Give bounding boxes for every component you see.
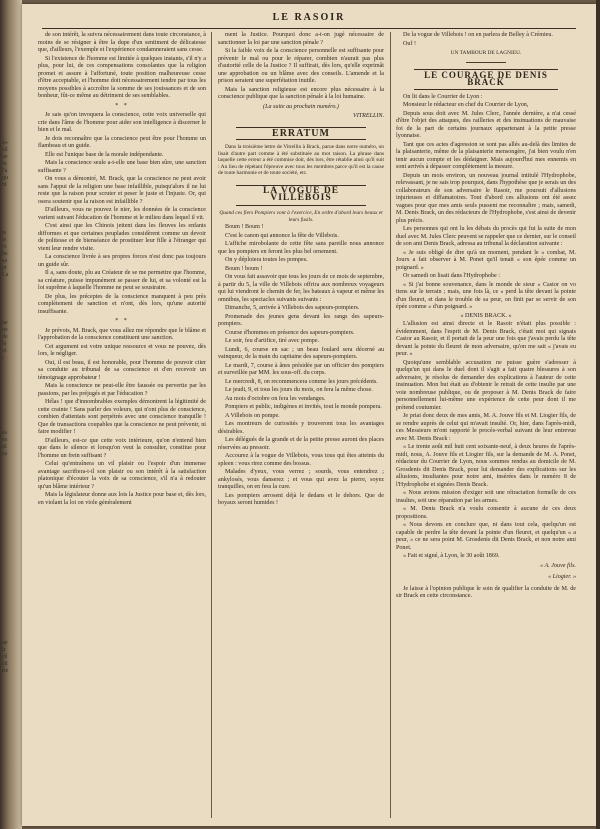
paragraph: Je dois reconnaître que la conscience peut être pour l'homme un flambeau et un guide.	[38, 135, 206, 149]
paragraph: Pompiers et public, indigènes et invités, tout le monde pompera.	[225, 404, 382, 411]
paragraph: Boum ! boum !	[225, 265, 263, 272]
quote-signature: « DENIS BRACK. »	[460, 312, 512, 319]
strip-fragment: es so ni sa	[2, 430, 8, 457]
paragraph: C'est le canon qui annonce la fête de Villebois.	[225, 232, 339, 239]
author-signature: VITRELLIN.	[353, 113, 384, 119]
continued-note: (La suite au prochain numéro.)	[263, 103, 339, 110]
paragraph: Boum ! Boum !	[225, 224, 264, 231]
paragraph: Je sais qu'on invoquera la conscience, cette voix universelle qui crie dans l'âme de l'homme pour aider son intelligence à discerner le bien et le mal.	[38, 112, 206, 133]
paragraph: Les délégués de la grande et de la petite presse auront des places réservées au pressoir.	[218, 437, 384, 451]
strip-fragment: ne ne de la vi t	[2, 320, 8, 361]
column-1	[38, 32, 206, 508]
newspaper-page	[22, 4, 596, 826]
paragraph: Au mois d'octobre on fera les vendanges.	[225, 395, 326, 402]
paragraph: L'allusion est ainsi directe et le Rasoir n'était plus possible : évidemment, dans l'esprit de M. Denis Brack, c'était moi qui signais Castor au Rasoir, et il portait de la peur une fois que j'avais perdu la tête devant la pointe du fleuret de mon adversaire, qu'on me sait « j'avais eu peur. »	[396, 321, 576, 357]
paragraph: Or samedi on lisait dans l'Hydrophobe :	[403, 273, 500, 279]
paragraph: Depuis sous doit avec M. Jules Clerc, l'année dernière, a n'ai cessé d'être l'objet des attaques, des railleries et des insinuations de mauvaise foi de la part de certains journaux appartenant à la petite presse lyonnaise.	[396, 110, 576, 139]
paragraph: Lundi, 6, course en sac ; un beau foulard sera décerné au vainqueur, de la main du capitaine des sapeurs-pompiers.	[218, 346, 384, 361]
paragraph: Depuis un mois environ, un nouveau journal intitulé l'Hydrophobe, relevassant, je ne sais trop pourquoi, dans l'hypothèse que je serais un des collaborateurs de son adversaire le Rasoir, me poursuit d'allusions injurieuses et diffamatoires. Tout d'abord ces allusions ont été assez vagues pour que mes amis seuls pussent me reconnaître ; mais, samedi, M. Denis Brack, un des rédacteurs de l'Hydrophobe, s'est ainsi de devenir plus précis.	[396, 172, 576, 224]
paragraph: Oui, il est beau, il est honorable, pour l'homme de pouvoir citer sa conduite au tribunal de sa conscience et d'en recevoir un témoignage approbateur !	[38, 359, 206, 381]
vogue-intro: Quand ces fiers Pompiers vont à l'exercice, En ordre d'abord leurs beaux et leurs fusils.	[219, 209, 383, 223]
paragraph: D'ailleurs, vous ne pouvez le nier, les données de la conscience varient suivant l'éducation de l'homme et le milieu dans lequel il vit.	[38, 207, 206, 221]
paragraph: « Si j'ai bonne souvenance, dans le monde de sieur « Castor on vo tiens sur le terrain ; mais, une fois là, ce « perd la tête devant la pointe d'un fleuret, et dans le trouble de sa peur, on finit par se servir de son épée comme « d'un poignard. »	[396, 281, 576, 310]
vogue-title: LA VOGUE DE VILLEBOIS	[236, 185, 366, 206]
paragraph: Dimanche, 5, arrivée à Villebois des sapeurs-pompiers.	[225, 305, 360, 312]
paragraph: Les montreurs de curiosités y trouveront tous les avantages désirables.	[218, 421, 384, 435]
paragraph: Course d'hommes en présence des sapeurs-pompiers.	[225, 329, 355, 336]
paragraph: Promenade des jeunes gens devant les rangs des sapeurs-pompiers.	[218, 313, 384, 328]
paragraph: Il a, sans doute, plu au Créateur de se me permettre que l'homme, sa créature, puisse impunément se passer de lui, et sa volonté est la loi suprême à laquelle l'homme ne peut se soustraire.	[38, 270, 206, 291]
paragraph: Si l'existence de l'homme est limitée à quelques instants, s'il n'y a plus, pour lui, de ces compensations consolantes que la religion promet et assure à l'affortuné, toute position malheureuse cesse d'être acceptable, et l'homme doit nécessairement tendre par tous les moyens possibles à accroître la somme de ses jouissances et de son bonheur, fût-ce même au détriment de ses semblables.	[38, 55, 206, 99]
paragraph: Le mardi, 7, course à ânes présidée par un officier des pompiers et surveillée par MM. les sous-off. du corps.	[218, 362, 384, 377]
paragraph: Le mercredi, 8, on recommencera comme les jours précédents.	[225, 378, 378, 385]
paragraph: Je prévois, M. Brack, que vous allez me répondre que le blâme et l'approbation de la conscience constituent une sanction.	[38, 327, 206, 341]
strip-fragment: ie le vi be sa pr La	[2, 230, 9, 278]
section-break: * *	[115, 318, 129, 324]
column-rule	[390, 32, 391, 818]
paragraph: Si la faible voix de la conscience personnelle est suffisante pour prévenir le mal ou pour le réparer, combien n'aurait pas plus d'autorité celle de la Justice ? Il suffirait, dès lors, qu'elle exprimât une approbation ou un blâme avec des conseils. L'amende et la prison seraient une superfétation inutile.	[218, 48, 384, 84]
column-rule	[211, 32, 212, 818]
paragraph: « Fait et signé, à Lyon, le 30 août 1869.	[403, 553, 500, 559]
paragraph: « Le trente août mil huit cent soixante-neuf, à deux heures de l'après-midi, nous, A. Jouve fils et Liogier fils, sur la demande de M. A. Ponet, rédacteur du Courrier de Lyon, nous sommes rendus au domicile de M. Grosdenis dit Denis Brack, pour lui demander des explications sur les allusions, insultantes pour notre ami, insérées dans le numéro 8 de l'Hydrophobe et signées Denis Brack.	[396, 444, 576, 488]
paragraph: Les pompiers arrosent déjà le dedans et le dehors. Que de boyaux seront humides !	[218, 492, 384, 507]
source-line: On lit dans le Courrier de Lyon :	[403, 93, 483, 100]
paragraph: de son intérêt, la suivra nécessairement dans toute circonstance, à moins de se résigner à être la dupe d'un sentiment de délicatesse que, d'ailleurs, l'exemple et l'expérience condamneraient sans cesse.	[38, 32, 206, 53]
paragraph: Les personnes qui ont lu les débats du procès qui fut la suite de mon duel avec M. Jules Clerc peuvent se rappeler que ce dernier, sur le conseil de son ami Denis Brack, adressa au tribunal la déclaration suivante :	[396, 226, 576, 247]
signatory: « A. Jouve fils.	[540, 562, 576, 569]
paragraph: On y déploiera toutes les pompes.	[225, 257, 308, 264]
paragraph: ment la Justice. Pourquoi donc a-t-on jugé nécessaire de sanctionner la loi par une sanction pénale ?	[218, 32, 384, 46]
paragraph: Celui qu'entraînera un vil plaisir ou l'espoir d'un immense avantage sacrifiera-t-il son plaisir ou son intérêt à la satisfaction platonique d'écouter la voix de sa conscience, s'il n'a à redouter qu'un blâme intérieur ?	[38, 461, 206, 490]
paragraph: Le jeudi, 9, et tous les jours du mois, on fera la même chose.	[225, 387, 373, 394]
paragraph: Elle est l'unique base de la morale indépendante.	[45, 151, 164, 158]
paragraph: D'ailleurs, est-ce que cette voix intérieure, qu'on n'entend bien que dans le silence et lorsqu'on veut la consulter, constitue pour l'homme un frein suffisant ?	[38, 437, 206, 459]
paragraph: De plus, les préceptes de la conscience manquent à peu près complètement de sanction et n'ont, dès lors, qu'une autorité insuffisante.	[38, 293, 206, 315]
paragraph: Tant que ces actes d'agression se sont pas allés au-delà des limites de la plaisanterie, même de la plaisanterie mensongère, j'ai bien voulu n'en tenir aucun compte et les dédaigner. Mais aujourd'hui mes ennemis en sont arrivés à dépasser complètement la mesure.	[396, 141, 576, 170]
paragraph: Hélas ! que d'innombrables exemples démontrent la légitimité de cette crainte ! Sans parler des voleurs, qui n'ont plus de conscience, combien d'attentats sont perpétrés avec une conscience tranquille ! Que de transactions coupables que la conscience ne peut prévenir, ni faire modifier !	[38, 399, 206, 435]
strip-fragment: né tr cé sit rie	[2, 640, 9, 674]
paragraph: Malades d'yeux, vous verrez ; sourds, vous entendrez ; ankylosés, vous danserez ; et vous qui avez la pierre, soyez tranquilles, on en fera la cure.	[218, 469, 384, 491]
paragraph: Mais la législateur donne aux lois la Justice pour base et, dès lors, en violant la loi on viole généralement	[38, 492, 206, 506]
paragraph: On vous fait assavoir que tous les jours de ce mois de septembre, à partir du 5, la ville de Villebois offrira aux nombreux voyageurs qui lui viendront le chemin de fer, les bateaux à vapeur et même les omnibus, les spectacles suivants suivants :	[218, 274, 384, 303]
paragraph: Quoiqu'une semblable accusation ne puisse guère s'adresser à quelqu'un qui dans le duel dont il s'agit a fait quatre blessures à son adversaire, je résolus de demander des explications à l'auteur de cette insinuation. Mon but était au d'obtenir le retrait de cette insulte par une voie nombreuse publique, ou de proposer à M. Denis Brack de faire personnellement lui-même une expérience de cette peur dont il me prétend coutumier.	[396, 359, 576, 411]
paragraph: Cet argument est votre unique ressource et vous ne pouvez, dès lors, le négliger.	[38, 343, 206, 357]
paragraph: « Je suis obligé de dire qu'à un moment, pendant le « combat, M. Jourx a fait observer à M. Ponet qu'il tenait « son épée comme un poignard. »	[396, 249, 576, 271]
paragraph: Le soir, feu d'artifice, tiré avec pompe.	[225, 338, 320, 345]
paragraph: Mais la conscience seule a-t-elle une base bien sûre, une sanction suffisante ?	[38, 160, 206, 174]
column-2	[218, 32, 384, 509]
erratum-text: Dans la troisième lettre de Vitrellin à Brack, parue dans notre numéro, on lisait d'autre part comme à été substituée au mot raison. La phrase dans laquelle cette erreur a été commise doit, dès lors, être rétablie ainsi qu'il suit : Au lieu de répétant l'épreuve avec tous les membres parce qu'il est la cause de toute harmonie et de toute société, etc.	[218, 144, 384, 177]
paragraph: Monsieur le rédacteur en chef du Courrier de Lyon,	[403, 102, 529, 108]
signatory: « Liogier. »	[548, 574, 576, 580]
paragraph: On vous a démontré, M. Brack, que la conscience ne peut avoir sans l'appui de la religion une base infaillible, puisqu'alors il ne lui reste que la raison pour scruter et peser le juste et l'injuste. Or, qui osera soutenir que la raison est infaillible ?	[38, 176, 206, 205]
erratum-title: ERRATUM	[236, 127, 366, 141]
column-3	[396, 32, 576, 602]
strip-fragment: ss- sil ne m l'a qu nt	[2, 140, 9, 188]
brack-title: LE COURAGE DE DENIS BRACK	[414, 69, 558, 90]
author-signature: UN TAMBOUR DE LAGNIEU.	[450, 50, 522, 56]
paragraph: Mais la conscience ne peut-elle être faussée ou pervertie par les passions, par les préjugés et par l'éducation ?	[38, 383, 206, 397]
page-header: LE RASOIR	[42, 12, 576, 29]
paragraph: « Nous avions mission d'exiger soit une rétractation formelle de ces insultes, soit une réparation par les armes.	[396, 490, 576, 504]
paragraph: Accourez à la vogue de Villebois, vous tous qui êtes atteints du spleen : vous rirez comme des bossus.	[218, 453, 384, 467]
paragraph: « M. Denis Brack n'a voulu consentir à aucune de ces deux propositions.	[396, 506, 576, 520]
paragraph: Je priai donc deux de mes amis, M. A. Jouve fils et M. Liogier fils, de se rendre auprès de celui qui m'avait insulté. Or, hier, dans l'après-midi, ces Messieurs m'ont rapporté le procès-verbal suivant de leur entrevue avec M. Denis Brack :	[396, 413, 576, 442]
paragraph: La conscience livrée à ses propres forces n'est donc pas toujours un guide sûr.	[38, 254, 206, 268]
page-edge	[596, 0, 600, 829]
closing-paragraph: Je laisse à l'opinion publique le soin de qualifier la conduite de M. de sir Brack en cette circonstance.	[396, 585, 576, 599]
paragraph: A Villebois on pompe.	[225, 412, 280, 419]
previous-page-strip	[0, 0, 22, 829]
paragraph: Ouf !	[403, 40, 417, 47]
divider	[466, 62, 506, 63]
paragraph: De la vogue de Villebois ! on en parlera de Belley à Crémieu.	[403, 32, 553, 38]
paragraph: Mais la sanction religieuse est encore plus nécessaire à la conscience publique que la sanction pénale à la loi humaine.	[218, 86, 384, 100]
paragraph: L'affiche mirobolante de cette fête sans pareille nous annonce que les pompiers en feront les plus bel ornement.	[218, 241, 384, 255]
section-break: * *	[115, 102, 129, 109]
paragraph: « Nous devons en conclure que, ni dans tout cela, quelqu'un est capable de perdre la tête devant la pointe d'un fleuret, et quelqu'un « a peur, » ce ne sera point M. Grosdenis dit Denis Brack, et non notre ami Ponet.	[396, 522, 576, 551]
paragraph: C'est ainsi que les Chinois jettent dans les fleuves les enfants difformes et que certaines peuplades considèrent comme un devoir de politesse et de bienséance de prostituer leur fille à l'étranger qui vient leur rendre visite.	[38, 223, 206, 252]
